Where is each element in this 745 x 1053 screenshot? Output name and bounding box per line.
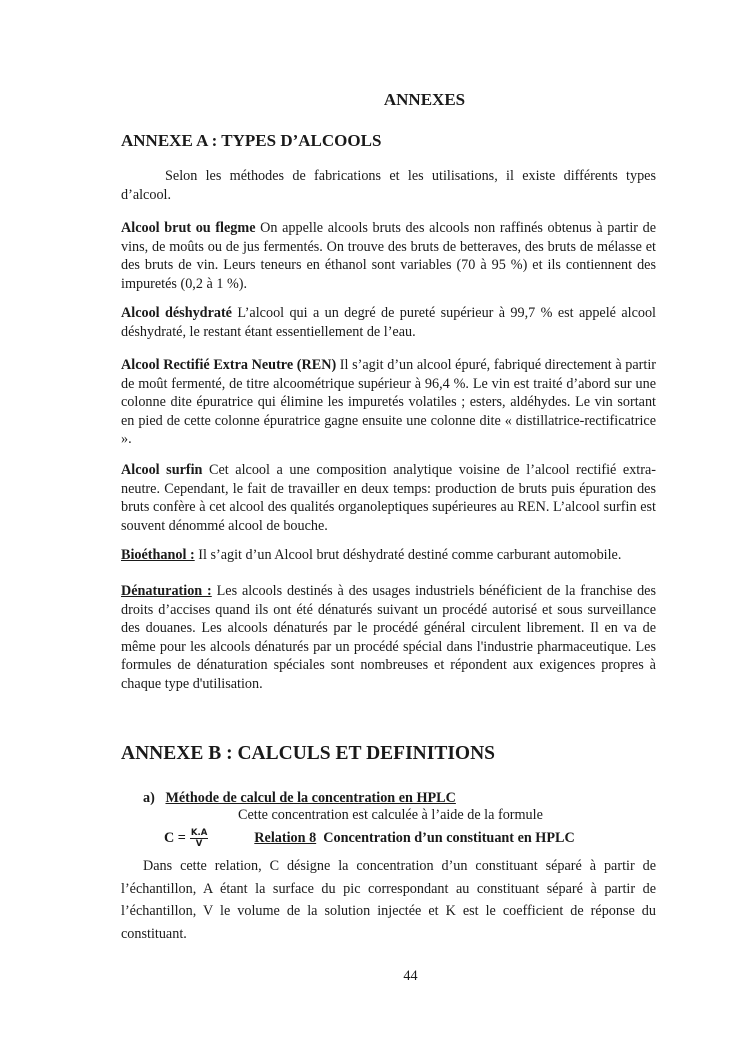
page-number: 44 xyxy=(403,968,418,984)
formula-intro: Cette concentration est calculée à l’aide de la formule xyxy=(238,807,543,823)
entry-text: Il s’agit d’un alcool épuré, fabriqué directement à partir de moût fermenté, de titre alcoométrique supérieur à 96,4 %. Le vin est traité d’abord sur une colonne dite épuratrice qui élimine les impuretés volatiles ; esters, aldéhydes. Le vin sortant en pied de cette colonne épuratrice gagne ensuite une colonne dite « distillatrice-rectificatrice ». xyxy=(121,357,656,448)
entry-term: Alcool Rectifié Extra Neutre (REN) xyxy=(121,357,337,373)
entry-text: On appelle alcools bruts des alcools non raffinés obtenus à partir de vins, de moûts ou de jus fermentés. On trouve des bruts de betteraves, des bruts de mélasse et des bruts de vin. Leurs teneurs en éthanol sont variables (70 à 95 %) et ils contiennent des impuretés (0,2 à 1 %). xyxy=(121,220,657,292)
entry-bioethanol xyxy=(121,546,656,565)
entry-text: Il s’agit d’un Alcool brut déshydraté destiné comme carburant automobile. xyxy=(194,547,622,563)
formula-numerator: K.A xyxy=(190,828,208,838)
entry-text: Cet alcool a une composition analytique voisine de l’alcool rectifié extra-neutre. Cependant, le fait de travailler en deux temps: production de bruts puis épuration des bruts confère à cet alcool des qualités organoleptiques supérieures au REN. L’alcool surfin est souvent dénommé alcool de bouche. xyxy=(121,462,656,534)
entry-alcool-surfin xyxy=(121,461,656,535)
entry-term: Alcool brut ou flegme xyxy=(121,220,256,236)
entry-alcool-deshydrate xyxy=(121,304,656,341)
list-marker: a) xyxy=(143,790,155,806)
annex-a-heading: ANNEXE A : TYPES D’ALCOOLS xyxy=(121,131,382,150)
formula-fraction xyxy=(190,828,208,849)
entry-term: Bioéthanol : xyxy=(121,547,195,563)
entry-alcool-brut xyxy=(121,219,656,293)
relation-label: Relation 8 xyxy=(254,830,317,846)
relation-text: Concentration d’un constituant en HPLC xyxy=(323,830,575,846)
entry-text: Les alcools destinés à des usages industriels bénéficient de la franchise des droits d’accises quand ils ont été dénaturés suivant un procédé autorisé et sous surveillance des douanes. Les alcools dénaturés par le procédé général circulent librement. Il en va de même pour les alcools dénaturés par un procédé spécial dans l'industrie pharmaceutique. Les formules de dénaturation spéciales sont nombreuses et répondent aux exigences propres à chaque type d'utilisation. xyxy=(121,583,656,692)
entry-term: Alcool déshydraté xyxy=(121,305,232,321)
page-title: ANNEXES xyxy=(383,90,466,109)
entry-alcool-ren xyxy=(121,356,656,449)
entry-text: L’alcool qui a un degré de pureté supérieur à 99,7 % est appelé alcool déshydraté, le restant étant essentiellement de l’eau. xyxy=(121,305,656,340)
entry-term: Alcool surfin xyxy=(121,462,203,478)
formula-lhs: C = xyxy=(164,830,186,846)
entry-denaturation xyxy=(121,582,656,694)
annex-b-heading: ANNEXE B : CALCULS ET DEFINITIONS xyxy=(121,743,496,764)
annex-a-intro: Selon les méthodes de fabrications et les utilisations, il existe différents types d’alcool. xyxy=(121,168,656,203)
entry-term: Dénaturation : xyxy=(121,583,212,599)
hplc-method-heading xyxy=(143,790,456,807)
formula-denominator: V xyxy=(195,839,203,849)
formula-row xyxy=(164,828,575,849)
relation-caption xyxy=(254,830,574,847)
sub-heading-text: Méthode de calcul de la concentration en HPLC xyxy=(165,790,456,806)
formula-explanation: Dans cette relation, C désigne la concentration d’un constituant séparé à partir de l’échantillon, A étant la surface du pic correspondant au constituant séparé à partir de l’échantillon, V le volume de la solution injectée et K est le coefficient de réponse du constituant. xyxy=(121,858,656,942)
